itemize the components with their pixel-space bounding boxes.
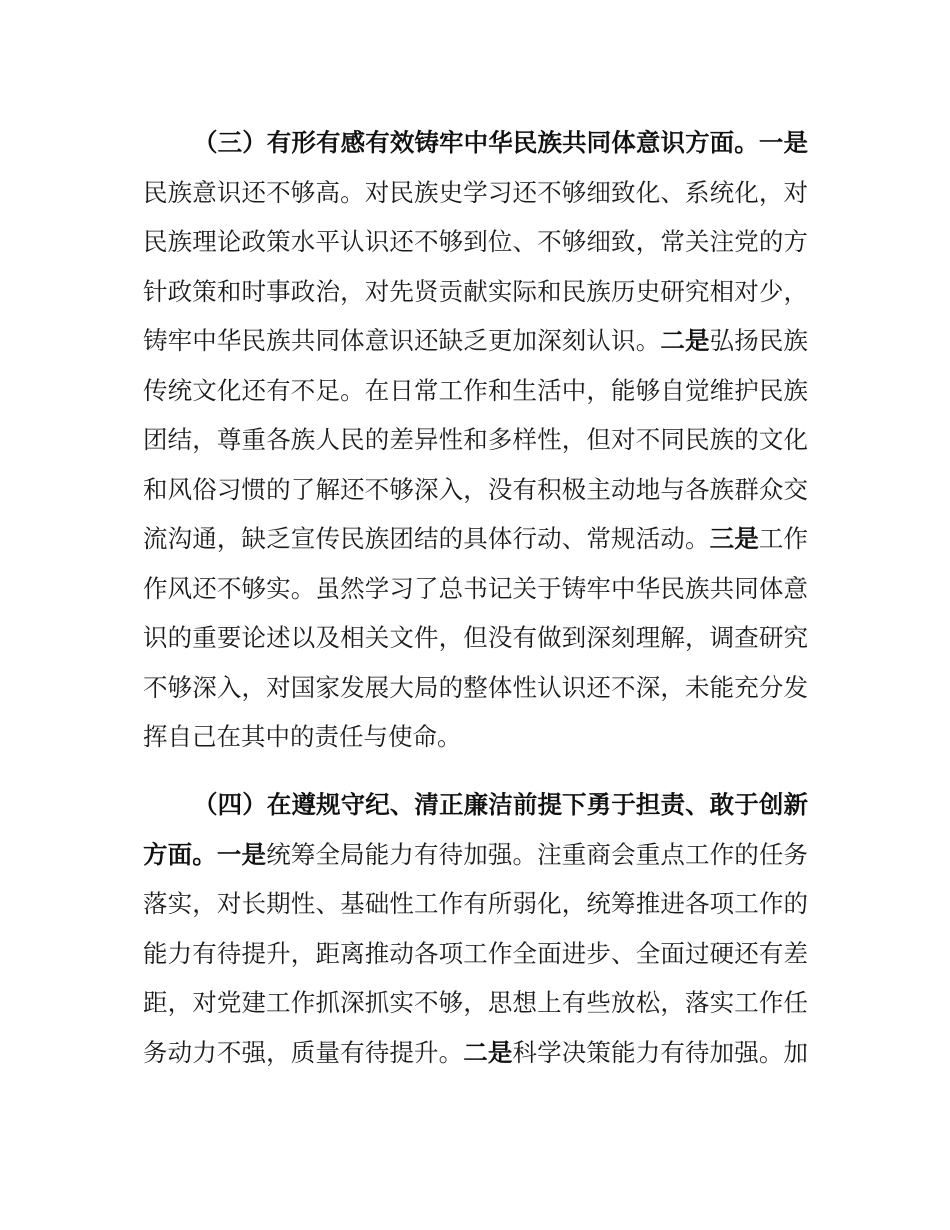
text-run: 落实，对长期性、基础性工作有所弱化，统筹推进各项工作的: [143, 889, 808, 918]
paragraph-line: [193, 785, 808, 825]
paragraph-line: [143, 222, 808, 262]
paragraph-line: [143, 618, 808, 658]
paragraph-line: [143, 884, 808, 924]
text-run: 不够深入，对国家发展大局的整体性认识还不深，未能充分发: [143, 673, 808, 702]
paragraph-line: [143, 321, 808, 361]
paragraph-line: [143, 272, 808, 312]
text-run: 流沟通，缺乏宣传民族团结的具体行动、常规活动。: [143, 524, 710, 553]
paragraph-line: [143, 835, 808, 875]
text-run: 铸牢中华民族共同体意识还缺乏更加深刻认识。: [143, 326, 661, 355]
paragraph-line: [143, 934, 808, 974]
paragraph-line: [143, 470, 808, 510]
paragraph-line: [143, 569, 808, 609]
text-run: 针政策和时事政治，对先贤贡献实际和民族历史研究相对少，: [143, 277, 808, 306]
text-run: 距，对党建工作抓深抓实不够，思想上有些放松，落实工作任: [143, 988, 808, 1017]
paragraph-line: [143, 717, 808, 757]
text-run: 能力有待提升，距离推动各项工作全面进步、全面过硬还有差: [143, 939, 808, 968]
paragraph-line: [143, 1033, 808, 1073]
text-run: 作风还不够实。虽然学习了总书记关于铸牢中华民族共同体意: [143, 574, 808, 603]
paragraph-line: [143, 983, 808, 1023]
paragraph-line: [143, 519, 808, 559]
text-run: 工作: [758, 524, 809, 553]
text-run: 统筹全局能力有待加强。注重商会重点工作的任务: [266, 840, 809, 869]
text-run: 挥自己在其中的责任与使命。: [143, 722, 462, 751]
paragraph-line: [143, 371, 808, 411]
section-3-heading: （三）有形有感有效铸牢中华民族共同体意识方面。一是: [193, 128, 808, 157]
text-run: 科学决策能力有待加强。加: [512, 1038, 809, 1067]
bold-marker: 二是: [463, 1038, 513, 1067]
bold-marker: 二是: [660, 326, 710, 355]
text-run: 民族理论政策水平认识还不够到位、不够细致，常关注党的方: [143, 227, 808, 256]
text-run: 传统文化还有不足。在日常工作和生活中，能够自觉维护民族: [143, 376, 808, 405]
text-run: 和风俗习惯的了解还不够深入，没有积极主动地与各族群众交: [143, 475, 808, 504]
text-run: 务动力不强，质量有待提升。: [143, 1038, 464, 1067]
paragraph-line: [143, 173, 808, 213]
section-4-heading: （四）在遵规守纪、清正廉洁前提下勇于担责、敢于创新: [193, 790, 808, 819]
bold-marker: 三是: [709, 524, 759, 553]
paragraph-line: [143, 420, 808, 460]
text-run: 弘扬民族: [709, 326, 809, 355]
paragraph-line: [193, 123, 808, 163]
paragraph-line: [143, 668, 808, 708]
text-run: 识的重要论述以及相关文件，但没有做到深刻理解，调查研究: [143, 623, 808, 652]
text-run: 民族意识还不够高。对民族史学习还不够细致化、系统化，对: [143, 178, 808, 207]
text-run: 团结，尊重各族人民的差异性和多样性，但对不同民族的文化: [143, 425, 808, 454]
bold-marker: 方面。一是: [143, 840, 267, 869]
